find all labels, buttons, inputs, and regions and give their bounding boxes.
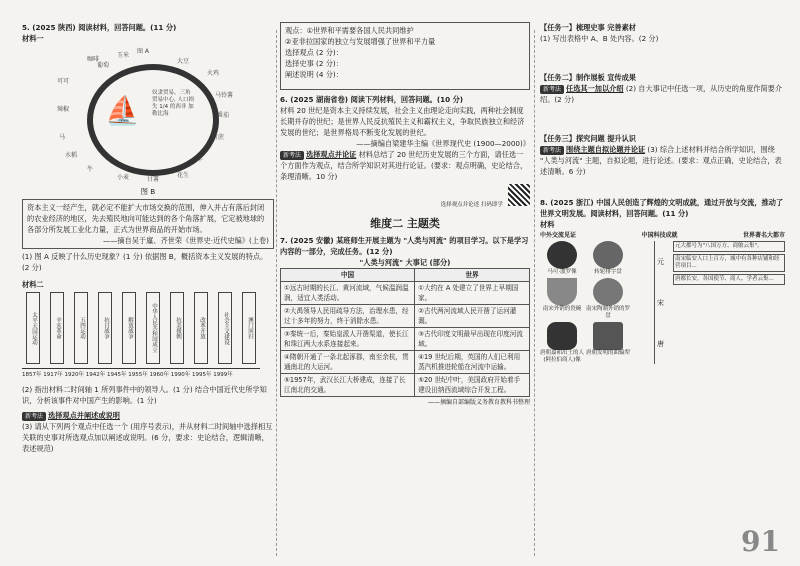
table-row [281, 328, 530, 351]
crop-label: 咖啡 [87, 56, 100, 63]
fill-line: 选择观点 (2 分)： [285, 48, 343, 57]
table-row [281, 351, 530, 374]
dynasty-label: 宋 [657, 298, 664, 307]
material-one-label: 材料一 [22, 34, 44, 43]
table-cell: ④隋朝开通了一条北起涿郡，南至余杭，贯通南北的大运河。 [281, 351, 415, 374]
table-cell: ②古代两河流域人民开凿了运河灌溉。 [415, 305, 530, 328]
fill-line: 阐述说明 (4 分)： [285, 70, 343, 79]
task-three-text: (3) 综合上述材料并结合所学知识，围绕 "人类与河流" 主题，自拟论题，进行论述。(要求：观点正确，史论结合，表述清晰。6 分) [540, 145, 782, 176]
column-right [540, 22, 785, 560]
qr-code-icon[interactable] [508, 184, 530, 206]
artifact [586, 241, 630, 276]
q6-task-text: 材料总结了 20 世纪历史发展的三个方面，请任选一个方面作为观点，结合所学知识对其进行论证。(要求：观点明确，史论结合，条理清晰。10 分) [280, 150, 528, 181]
q6-source: ——摘编自梁建华主编《世界现代史 (1900—2000)》 [356, 139, 530, 148]
figure-a [57, 46, 237, 186]
q6-question [280, 149, 530, 182]
crop-label: 水稻 [65, 152, 78, 159]
q5-sub3-title: 选择观点并阐述或说明 [48, 411, 120, 420]
plough-icon [593, 322, 623, 350]
table-title: "人类与河流" 大事记 (部分) [359, 258, 451, 267]
viewpoint-two: ②亚非拉国家的独立与发展增强了世界和平力量 [285, 37, 436, 46]
q6-heading: 6. (2025 湖南省卷) 阅读下列材料，回答问题。(10 分) [280, 95, 464, 104]
city-notes [673, 241, 785, 364]
dynasty-axis [654, 241, 669, 364]
table-source: ——摘编自部编版义务教育教科书整理 [427, 399, 530, 406]
artifact [540, 322, 584, 364]
ship-icon: ⛵ [105, 94, 140, 127]
crop-label: 火鸡 [207, 70, 220, 77]
column-divider [534, 30, 535, 556]
q8-figure [540, 241, 785, 364]
artifact [540, 278, 584, 320]
qr-block [280, 184, 530, 211]
answer-box [280, 22, 530, 90]
crop-label: 小麦 [117, 174, 130, 181]
crop-label: 牛 [87, 166, 94, 173]
table-row [281, 305, 530, 328]
fill-line: 选择史事 (2 分)： [285, 59, 343, 68]
crop-label: 番茄 [217, 112, 230, 119]
fig-a-label: 图 A [137, 48, 150, 55]
dynasty-label: 元 [657, 257, 664, 266]
city-note: 元大都号为"八国万方、商舶云集"。 [673, 241, 785, 252]
table-cell: ③秦统一后，秦始皇派人开凿渠道，使长江和珠江两大水系连接起来。 [281, 328, 415, 351]
crop-label: 大豆 [177, 58, 190, 65]
task-three-title: 【任务三】探究问题 提升认识 [540, 134, 636, 143]
q6-material: 材料 20 世纪是资本主义持续发展，社会主义由理论走向实践，两种社会制度长期并存的世纪；是世界人民反抗殖民主义和霸权主义，争取民族独立和经济发展的世纪；是世界格局不断变化发展的世纪。 [280, 106, 525, 137]
timeline-event: 抗日战争 [98, 292, 112, 364]
dynasty-label: 唐 [657, 339, 664, 348]
artifact-caption: 南宋陶制外销的罗盘 [586, 306, 631, 319]
q5-heading: 5. (2025 陕西) 阅读材料，回答问题。(11 分) [22, 23, 177, 32]
table-cell: ①大约在 A 处建立了世界上早期国家。 [415, 282, 530, 305]
table-header-row [281, 269, 530, 282]
artifact-caption: 唐朝嘉和出土的人(阿拉伯商人)像 [540, 350, 585, 363]
page-number: 91 [741, 525, 780, 558]
q5-sub1: (1) 图 A 反映了什么历史现象？(1 分) 依据图 B，概括资本主义发展的特点。(2 分) [22, 252, 268, 272]
new-method-badge: 新考法 [280, 151, 304, 160]
quote-box [22, 199, 274, 249]
fig-note: 奴隶贸易、三角贸易中心, 人口损失 1/4 的西非 加勒比海 [152, 90, 194, 117]
q8-column-labels [540, 230, 785, 239]
task-two-text: (2) 自大事记中任选一项，从历史的角度作简要介绍。(2 分) [540, 84, 783, 104]
timeline-event: 辛亥革命 [50, 292, 64, 364]
quote-text: 资本主义一经产生，就必定不能扩大市场交换的范围，伸入并占有落后封闭的农业经济的地区，先去殖民地向可能达到的各个角落扩展，它定被地球的各部分所发展工业化力量，正式为世界商品的开始市场。 [27, 203, 265, 234]
crop-label: 甘薯 [147, 176, 160, 183]
artifact-grid [540, 241, 650, 364]
q5-sub3-label [22, 410, 274, 421]
bowl-icon [547, 278, 577, 306]
table-header: 中国 [281, 269, 415, 282]
artifact [586, 278, 630, 320]
q8-heading: 8. (2025 浙江) 中国人民创造了辉煌的文明成就，通过开放与交流，推动了世界文明发展。阅读材料，回答问题。(11 分) [540, 198, 784, 218]
q7-heading: 7. (2025 安徽) 某班师生开展主题为 "人类与河流" 的项目学习。以下是学习内容的一部分，完成任务。(12 分) [280, 236, 529, 256]
artifact [540, 241, 584, 276]
crop-label: 马铃薯 [215, 92, 234, 99]
section-title: 维度二 主题类 [370, 217, 440, 230]
crop-label: 马 [59, 134, 66, 141]
table-cell: ③古代印度文明最早出现在印度河流域。 [415, 328, 530, 351]
task-two-question [540, 83, 785, 105]
new-method-badge: 新考法 [22, 412, 46, 421]
table-cell: ①远古时期的长江、黄河流域，气候温润温润，适宜人类活动。 [281, 282, 415, 305]
timeline-axis [22, 368, 260, 369]
column-label: 世界著名大都市 [742, 232, 785, 239]
crop-label: 葡萄 [97, 62, 110, 69]
task-one-title: 【任务一】梳理史事 完善素材 [540, 23, 636, 32]
q8-material-label: 材料 [540, 220, 555, 229]
task-two-hint: 任选其一加以介绍 [566, 84, 624, 93]
timeline-event: 中华人民共和国成立 [146, 292, 160, 364]
table-header: 世界 [415, 269, 530, 282]
q5-sub3: (3) 请从下列两个观点中任选一个 (用序号表示)，并从材料二时间轴中选择相互关联的史事对所选观点加以阐述或说明。(6 分，要求：史论结合，逻辑清晰，表述规范) [22, 422, 273, 453]
timeline-event: 澳门回归 [242, 292, 256, 364]
quote-source: ——摘自吴于廑、齐世荣《世界史·近代史编》(上卷) [102, 236, 269, 245]
column-left [22, 22, 274, 560]
table-cell: ②大禹领导人民用疏导方法，治理水患，经过十多年的努力，终于消除水患。 [281, 305, 415, 328]
table-cell: ⑤20 世纪中叶，美国政府开始着手建设田纳西流域综合开发工程。 [415, 374, 530, 397]
column-label: 中外交流见证 [540, 232, 577, 239]
artifact-caption: 南宋外销的瓷碗 [542, 306, 582, 312]
crop-label: 羊 [197, 156, 204, 163]
events-table [280, 268, 530, 397]
fig-b-label: 图 B [140, 187, 156, 196]
portrait-icon [547, 241, 577, 269]
crop-label: 花生 [177, 172, 190, 179]
artifact-caption: 转轮排字盘 [594, 269, 622, 275]
timeline-years: 1857年 1917年 1920年 1942年 1945年 1955年 1960年 1990年 1995年 1999年 [22, 372, 233, 378]
column-divider [276, 30, 277, 556]
new-method-badge: 新考法 [540, 146, 564, 155]
column-label: 中国科技成就 [641, 232, 678, 239]
table-cell: ⑤1957年，武汉长江大桥建成，连接了长江南北的交通。 [281, 374, 415, 397]
table-row [281, 374, 530, 397]
task-one-question: (1) 写出表格中 A、B 处内容。(2 分) [540, 34, 659, 43]
column-middle [280, 22, 530, 560]
timeline-event: 太平天国运动 [26, 292, 40, 364]
compass-icon [593, 278, 623, 306]
artifact-caption: 马可·波罗像 [547, 269, 577, 275]
timeline-event: 五四运动 [74, 292, 88, 364]
material-two-label: 材料二 [22, 280, 44, 289]
crop-label: 玉米 [117, 52, 130, 59]
crop-label: 辣椒 [57, 106, 70, 113]
city-note: 唐都长安，各国使节、商人、学者云集... [673, 274, 785, 285]
artifact [586, 322, 630, 364]
city-note: 南宋临安人口上百万，城中有各种店铺和经营项目... [673, 254, 785, 272]
timeline-event: 社会主义建设 [218, 292, 232, 364]
qr-label: 选择观点并论述 扫码即学 [440, 202, 503, 208]
task-three-question [540, 144, 785, 177]
viewpoint-one: 观点：①世界和平需要各国人民共同维护 [285, 26, 414, 35]
timeline [22, 292, 274, 384]
timeline-event: 改革开放 [194, 292, 208, 364]
type-wheel-icon [593, 241, 623, 269]
q6-task-title: 选择观点并论证 [306, 150, 357, 159]
task-three-hint: 围绕主题自拟论题并论证 [566, 145, 646, 154]
artifact-caption: 唐朝发明的曲辕犁 [586, 350, 631, 356]
task-two-title: 【任务二】制作展板 宣传成果 [540, 73, 636, 82]
figurine-icon [547, 322, 577, 350]
timeline-event: 抗美援朝 [170, 292, 184, 364]
q5-sub2: (2) 指出材料二时间轴 1 所列事件中的领导人。(1 分) 结合中国近代史所学知识，分析该事件对中国产生的影响。(1 分) [22, 385, 267, 405]
table-row [281, 282, 530, 305]
crop-label: 甘蔗 [212, 134, 225, 141]
new-method-badge: 新考法 [540, 85, 564, 94]
crop-label: 可可 [57, 78, 70, 85]
table-cell: ④19 世纪后期，英国的人们已利用蒸汽机推进轮船在河流中运输。 [415, 351, 530, 374]
timeline-event: 解放战争 [122, 292, 136, 364]
